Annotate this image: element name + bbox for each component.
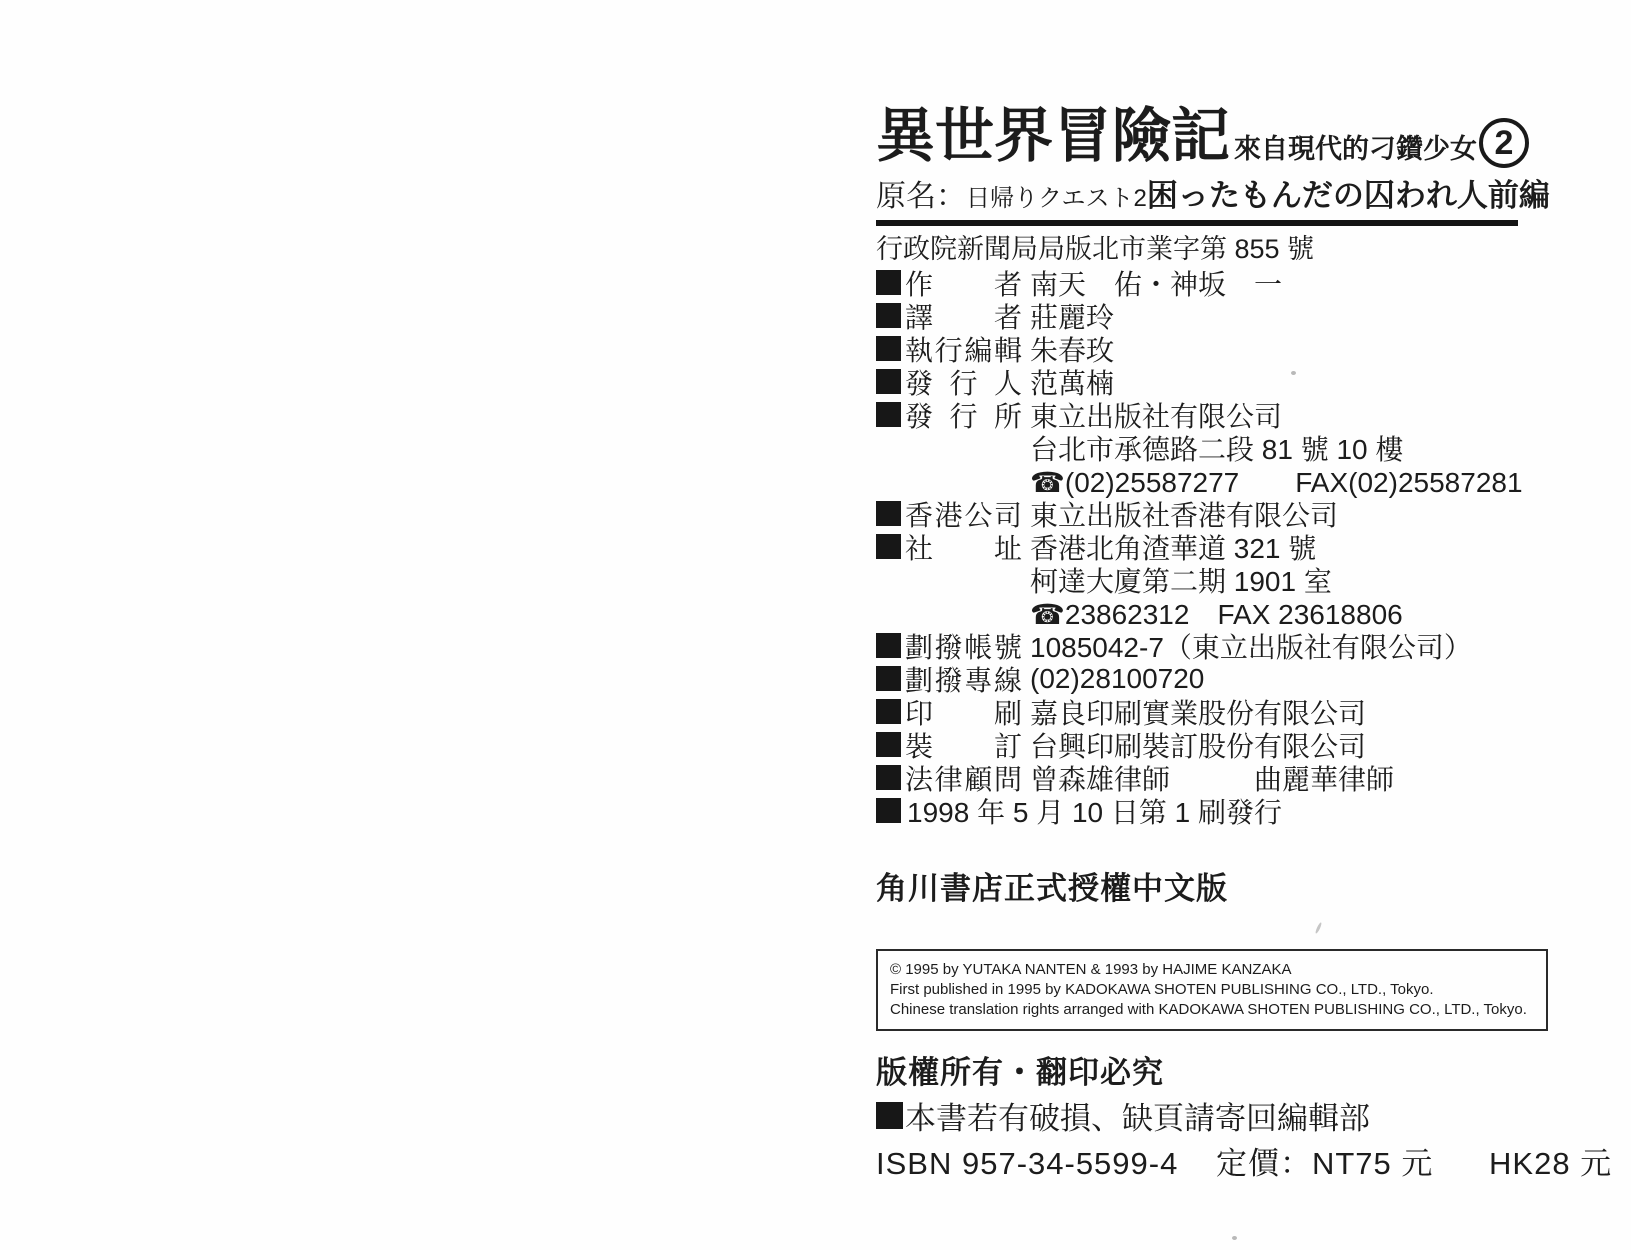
square-bullet-icon	[876, 765, 901, 790]
square-bullet-icon	[876, 369, 901, 394]
authorization-line: 角川書店正式授權中文版	[876, 871, 1228, 906]
copyright-box	[876, 949, 1548, 1031]
colophon-row-label: 裝訂	[905, 730, 1022, 762]
square-bullet-icon	[876, 534, 901, 559]
square-bullet-icon	[876, 1102, 903, 1129]
square-bullet-icon	[876, 732, 901, 757]
colophon-row	[876, 365, 1548, 398]
colophon-rows	[876, 266, 1548, 827]
colophon-row-label: 發行人	[905, 367, 1022, 399]
colophon-row-value: ☎(02)25587277 FAX(02)25587281	[1030, 466, 1523, 498]
colophon-row-value: 南天 佑・神坂 一	[1030, 268, 1283, 300]
colophon-row-value: 柯達大廈第二期 1901 室	[1030, 565, 1332, 597]
copyright-line: First published in 1995 by KADOKAWA SHOTEN PUBLISHING CO., LTD., Tokyo.	[890, 981, 1434, 998]
copyright-line: Chinese translation rights arranged with KADOKAWA SHOTEN PUBLISHING CO., LTD., Tokyo.	[890, 1001, 1527, 1018]
colophon-row	[876, 761, 1548, 794]
damage-notice-text: 本書若有破損、缺頁請寄回編輯部	[905, 1101, 1370, 1136]
divider-rule	[876, 220, 1518, 226]
colophon-row	[876, 563, 1548, 596]
colophon-row	[876, 266, 1548, 299]
colophon-row-value: 東立出版社有限公司	[1030, 400, 1283, 432]
colophon-row-label: 作者	[905, 268, 1022, 300]
square-bullet-icon	[876, 699, 901, 724]
colophon-row	[876, 662, 1548, 695]
colophon-row-value: 台北市承德路二段 81 號 10 樓	[1030, 433, 1404, 465]
colophon-row-value: ☎23862312 FAX 23618806	[1030, 598, 1403, 630]
square-bullet-icon	[876, 633, 901, 658]
square-bullet-icon	[876, 270, 901, 295]
colophon-row	[876, 728, 1548, 761]
colophon-row	[876, 530, 1548, 563]
colophon-row	[876, 464, 1548, 497]
colophon-row-value: 1085042-7（東立出版社有限公司）	[1030, 631, 1472, 663]
square-bullet-icon	[876, 303, 901, 328]
colophon-row-label: 劃撥專線	[905, 664, 1022, 696]
damage-notice-line	[876, 1097, 1548, 1134]
square-bullet-icon	[876, 402, 901, 427]
colophon-row-value: 范萬楠	[1030, 367, 1115, 399]
colophon-row-value: 莊麗玲	[1030, 301, 1115, 333]
colophon-row	[876, 299, 1548, 332]
colophon-row-label: 譯者	[905, 301, 1022, 333]
isbn-price-line	[876, 1138, 1613, 1183]
volume-badge	[1479, 118, 1529, 168]
colophon-row	[876, 695, 1548, 728]
book-subtitle: 來自現代的刁鑽少女	[1234, 134, 1478, 164]
price-nt: 定價：NT75 元	[1215, 1146, 1434, 1181]
colophon-row-label: 社址	[905, 532, 1022, 564]
colophon-row-label: 印刷	[905, 697, 1022, 729]
square-bullet-icon	[876, 501, 901, 526]
colophon-row-label: 香港公司	[905, 499, 1022, 531]
scan-speck	[1232, 1236, 1237, 1240]
book-title: 異世界冒險記	[876, 103, 1231, 169]
colophon-row-value: 朱春玫	[1030, 334, 1115, 366]
colophon-row-label: 發行所	[905, 400, 1022, 432]
colophon-row	[876, 596, 1548, 629]
colophon-row-value: (02)28100720	[1030, 662, 1205, 694]
license-number-line: 行政院新聞局局版北市業字第 855 號	[876, 234, 1315, 264]
original-title-main: 困ったもんだの囚われ人前編	[1146, 178, 1550, 213]
colophon-row	[876, 497, 1548, 530]
colophon-row	[876, 794, 1548, 827]
original-title-prefix: 原名：	[876, 180, 966, 213]
colophon-row	[876, 398, 1548, 431]
colophon-row-label: 執行編輯	[905, 334, 1022, 366]
colophon-row-value: 曾森雄律師 曲麗華律師	[1030, 763, 1395, 795]
square-bullet-icon	[876, 336, 901, 361]
colophon-row	[876, 431, 1548, 464]
colophon-row	[876, 629, 1548, 662]
colophon-row-value: 1998 年 5 月 10 日第 1 刷發行	[907, 796, 1283, 828]
price-hk: HK28 元	[1489, 1146, 1613, 1181]
rights-reserved-line: 版權所有・翻印必究	[876, 1055, 1164, 1090]
colophon-row-value: 台興印刷裝訂股份有限公司	[1030, 730, 1367, 762]
original-title-line	[876, 179, 1548, 213]
scan-speck	[1291, 371, 1296, 375]
square-bullet-icon	[876, 798, 901, 823]
colophon-row-label: 法律顧問	[905, 763, 1022, 795]
colophon-content	[876, 96, 1613, 1183]
colophon-row-value: 香港北角渣華道 321 號	[1030, 532, 1317, 564]
original-title-series: 日帰りクエスト2	[966, 185, 1147, 212]
copyright-line: © 1995 by YUTAKA NANTEN & 1993 by HAJIME KANZAKA	[890, 961, 1292, 978]
title-block	[876, 96, 1548, 169]
colophon-row-label: 劃撥帳號	[905, 631, 1022, 663]
volume-number: 2	[1494, 123, 1514, 162]
isbn-number: ISBN 957-34-5599-4	[876, 1146, 1179, 1181]
colophon-row-value: 東立出版社香港有限公司	[1030, 499, 1339, 531]
colophon-row	[876, 332, 1548, 365]
colophon-row-value: 嘉良印刷實業股份有限公司	[1030, 697, 1367, 729]
square-bullet-icon	[876, 666, 901, 691]
